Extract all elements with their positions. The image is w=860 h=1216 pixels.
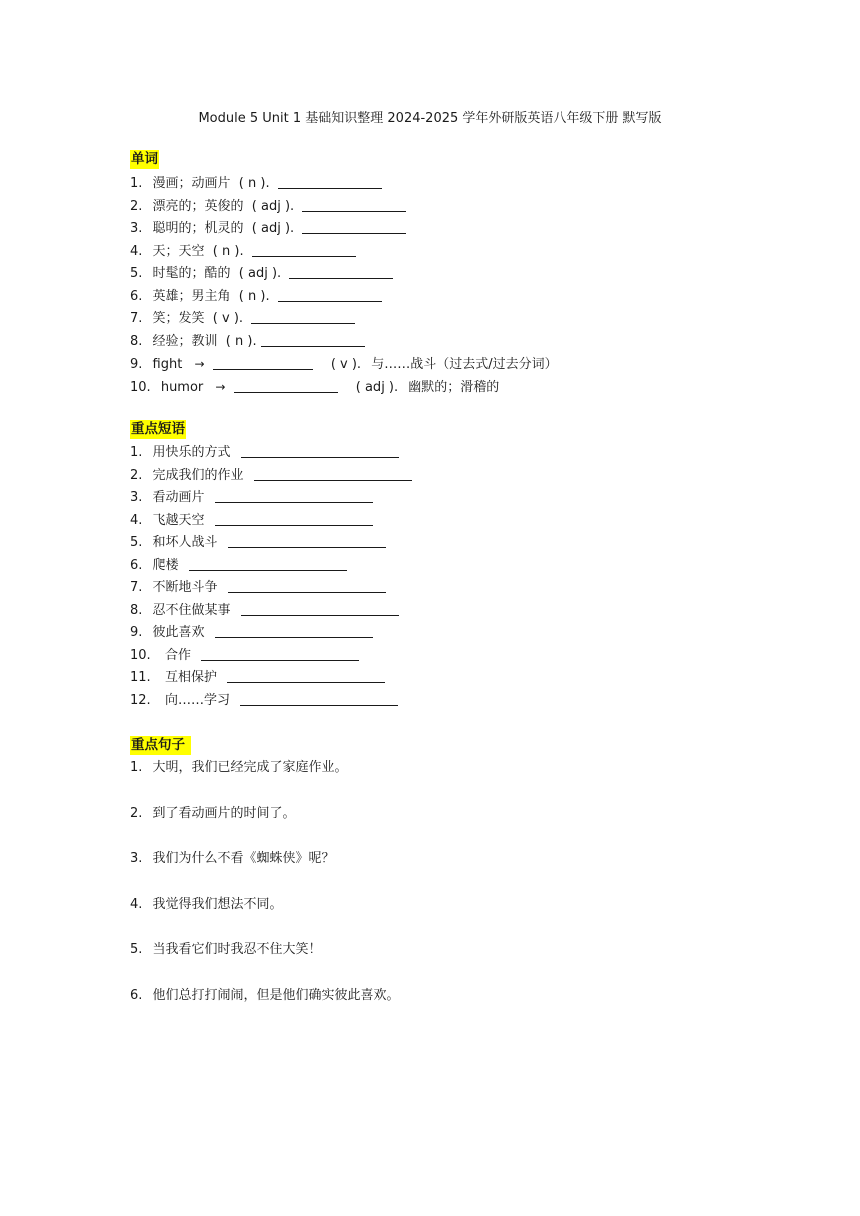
sentences-section — [130, 736, 770, 1030]
item-number: 5. — [130, 942, 143, 957]
item-number: 2. — [130, 467, 143, 483]
answer-blank[interactable] — [302, 219, 406, 234]
phrase-item — [130, 510, 770, 533]
answer-blank[interactable] — [213, 355, 313, 370]
item-number: 10. — [130, 379, 151, 395]
vocab-heading: 单词 — [131, 151, 158, 167]
vocab-item — [130, 376, 770, 399]
arrow-icon: → — [194, 357, 205, 371]
sentence-item — [130, 985, 770, 1031]
item-text: 天；天空 ( n ). — [152, 243, 248, 259]
item-number: 1. — [130, 445, 143, 460]
vocab-item — [130, 241, 770, 264]
answer-blank[interactable] — [241, 443, 399, 458]
vocab-item — [130, 263, 770, 286]
item-number: 7. — [130, 311, 143, 326]
item-text: 飞越天空 — [152, 512, 205, 528]
item-text: 忍不住做某事 — [152, 602, 231, 618]
item-text: 聪明的；机灵的 ( adj ). — [152, 221, 299, 236]
vocab-item — [130, 286, 770, 309]
item-number: 9. — [130, 357, 143, 372]
item-number: 6. — [130, 288, 143, 304]
item-word: humor — [160, 379, 204, 395]
vocab-item — [130, 331, 770, 354]
answer-blank[interactable] — [228, 578, 386, 593]
item-number: 8. — [130, 333, 143, 349]
item-number: 10. — [130, 647, 151, 663]
item-pos: ( adj ). — [355, 379, 399, 395]
answer-blank[interactable] — [278, 174, 382, 189]
item-text: 时髦的；酷的 ( adj ). — [152, 266, 286, 281]
item-text: 漂亮的；英俊的 ( adj ). — [152, 198, 299, 214]
phrase-item — [130, 600, 770, 623]
item-meaning: 与……战斗（过去式/过去分词） — [371, 357, 558, 372]
phrase-item — [130, 667, 770, 690]
answer-blank[interactable] — [201, 646, 359, 661]
phrase-item — [130, 622, 770, 645]
answer-blank[interactable] — [251, 309, 355, 324]
item-number: 2. — [130, 198, 143, 214]
answer-blank[interactable] — [215, 511, 373, 526]
vocab-item — [130, 353, 770, 376]
sentence-item — [130, 848, 770, 894]
item-pos: ( v ). — [330, 357, 362, 372]
item-number: 12. — [130, 692, 151, 708]
item-text: 到了看动画片的时间了。 — [152, 805, 296, 821]
item-number: 7. — [130, 580, 143, 595]
item-number: 2. — [130, 805, 143, 821]
answer-blank[interactable] — [241, 601, 399, 616]
item-text: 我觉得我们想法不同。 — [152, 896, 283, 912]
phrases-heading: 重点短语 — [131, 421, 185, 437]
item-number: 1. — [130, 760, 143, 775]
item-text: 英雄；男主角 ( n ). — [152, 288, 274, 304]
phrase-item — [130, 465, 770, 488]
sentence-item — [130, 939, 770, 985]
answer-blank[interactable] — [234, 378, 338, 393]
item-word: fight — [152, 357, 183, 372]
item-text: 合作 — [160, 647, 191, 663]
answer-blank[interactable] — [278, 287, 382, 302]
answer-blank[interactable] — [252, 242, 356, 257]
item-text: 当我看它们时我忍不住大笑！ — [152, 942, 322, 957]
item-text: 漫画；动画片 ( n ). — [152, 176, 274, 191]
phrases-section — [130, 420, 770, 712]
vocab-item — [130, 173, 770, 196]
item-text: 互相保护 — [160, 670, 217, 685]
phrase-item — [130, 442, 770, 465]
item-number: 4. — [130, 896, 143, 912]
item-text: 爬楼 — [152, 557, 179, 573]
page-title: Module 5 Unit 1 基础知识整理 2024-2025 学年外研版英语八年级下册 默写版 — [198, 111, 662, 126]
arrow-icon: → — [215, 379, 226, 394]
phrase-item — [130, 555, 770, 578]
phrase-item — [130, 487, 770, 510]
item-text: 大明，我们已经完成了家庭作业。 — [152, 760, 348, 775]
item-text: 不断地斗争 — [152, 580, 218, 595]
item-number: 5. — [130, 535, 143, 550]
item-number: 3. — [130, 490, 143, 505]
item-number: 11. — [130, 670, 151, 685]
item-meaning: 幽默的；滑稽的 — [408, 379, 500, 395]
item-text: 我们为什么不看《蜘蛛侠》呢？ — [152, 851, 335, 866]
vocab-item — [130, 308, 770, 331]
phrase-item — [130, 645, 770, 668]
item-number: 9. — [130, 625, 143, 640]
item-number: 3. — [130, 851, 143, 866]
vocab-item — [130, 196, 770, 219]
item-number: 8. — [130, 602, 143, 618]
item-number: 4. — [130, 243, 143, 259]
answer-blank[interactable] — [254, 466, 412, 481]
item-text: 和坏人战斗 — [152, 535, 218, 550]
phrase-item — [130, 532, 770, 555]
item-number: 3. — [130, 221, 143, 236]
item-text: 完成我们的作业 — [152, 467, 244, 483]
answer-blank[interactable] — [228, 533, 386, 548]
item-number: 6. — [130, 557, 143, 573]
item-text: 向……学习 — [160, 692, 230, 708]
item-text: 看动画片 — [152, 490, 205, 505]
item-number: 4. — [130, 512, 143, 528]
answer-blank[interactable] — [227, 668, 385, 683]
vocab-section — [130, 150, 770, 398]
answer-blank[interactable] — [289, 264, 393, 279]
item-text: 笑；发笑 ( v ). — [152, 311, 248, 326]
item-text: 他们总打打闹闹，但是他们确实彼此喜欢。 — [152, 987, 400, 1003]
item-text: 用快乐的方式 — [152, 445, 231, 460]
item-number: 6. — [130, 987, 143, 1003]
answer-blank[interactable] — [189, 556, 347, 571]
vocab-item — [130, 218, 770, 241]
sentence-item — [130, 757, 770, 803]
sentence-item — [130, 803, 770, 849]
answer-blank[interactable] — [215, 488, 373, 503]
answer-blank[interactable] — [261, 332, 365, 347]
item-number: 1. — [130, 176, 143, 191]
item-text: 彼此喜欢 — [152, 625, 205, 640]
phrase-item — [130, 690, 770, 713]
item-number: 5. — [130, 266, 143, 281]
sentences-heading: 重点句子 — [130, 736, 191, 755]
phrase-item — [130, 577, 770, 600]
item-text: 经验；教训 ( n ). — [152, 333, 257, 349]
answer-blank[interactable] — [215, 623, 373, 638]
sentence-item — [130, 894, 770, 940]
answer-blank[interactable] — [302, 197, 406, 212]
answer-blank[interactable] — [240, 691, 398, 706]
